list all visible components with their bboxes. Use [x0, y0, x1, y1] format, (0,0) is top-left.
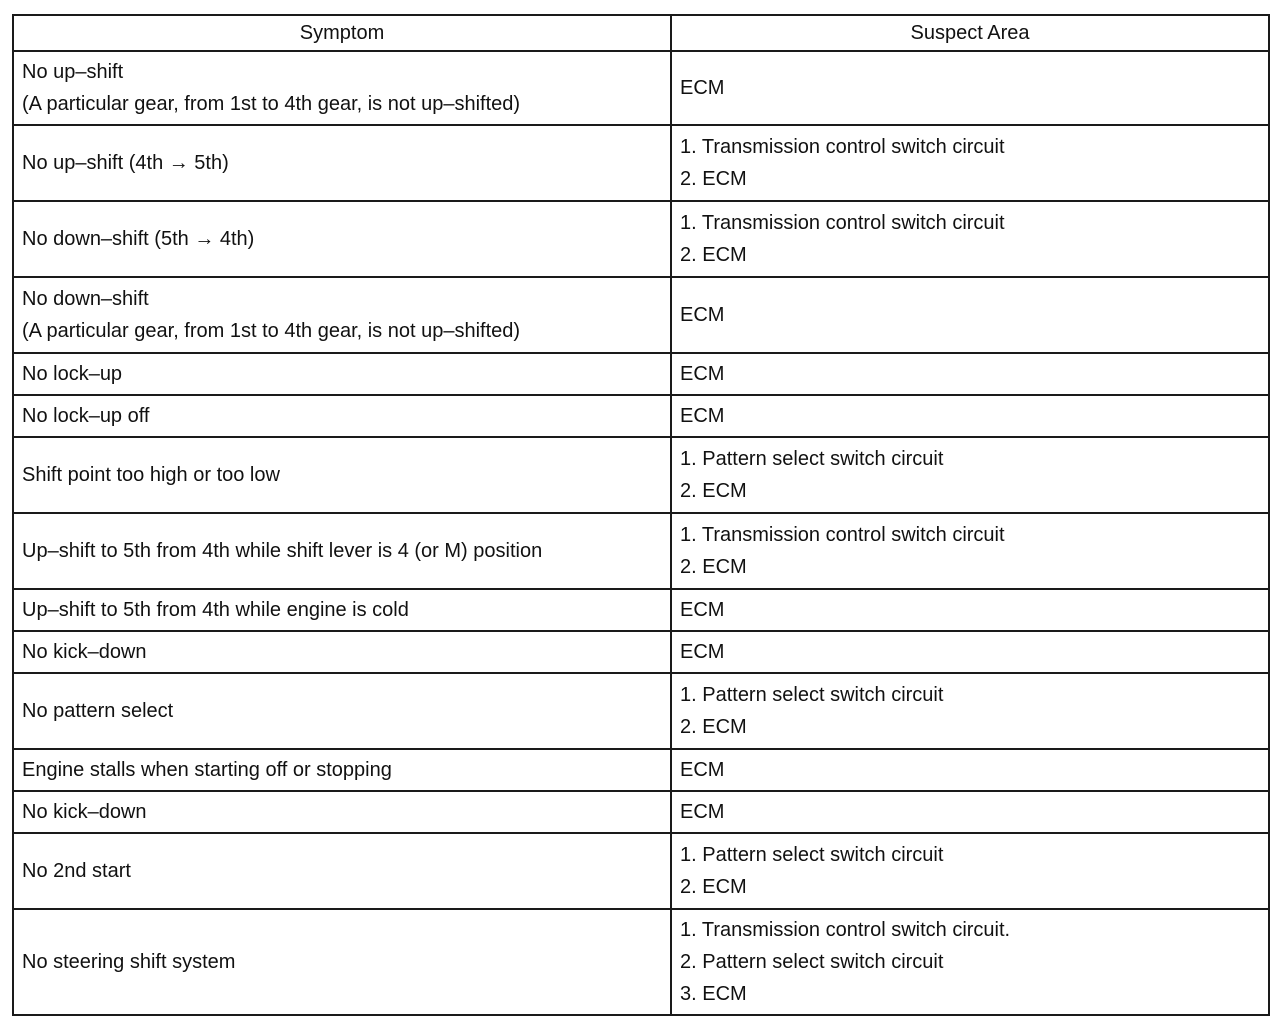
suspect-area-text: 1. Pattern select switch circuit [680, 844, 944, 866]
symptom-text: No pattern select [22, 700, 174, 722]
suspect-area-cell [671, 395, 1269, 437]
suspect-area-text: 2. ECM [680, 480, 747, 502]
suspect-area-cell [671, 353, 1269, 395]
symptom-cell [13, 353, 671, 395]
symptom-text: Up–shift to 5th from 4th while shift lever is 4 (or M) position [22, 540, 543, 562]
suspect-area-cell [671, 51, 1269, 125]
suspect-area-cell [671, 437, 1269, 513]
suspect-area-cell [671, 791, 1269, 833]
symptom-text: No kick–down [22, 801, 147, 823]
table-row [13, 909, 1269, 1015]
suspect-area-text: ECM [680, 599, 725, 621]
symptom-cell [13, 833, 671, 909]
suspect-area-cell [671, 125, 1269, 201]
suspect-area-text: 2. Pattern select switch circuit [680, 951, 944, 973]
suspect-area-cell [671, 201, 1269, 277]
table-row [13, 277, 1269, 353]
suspect-area-text: ECM [680, 641, 725, 663]
suspect-area-text: ECM [680, 304, 725, 326]
suspect-area-column-header: Suspect Area [671, 15, 1269, 51]
table-row [13, 833, 1269, 909]
table-row [13, 589, 1269, 631]
table-row [13, 201, 1269, 277]
symptom-text: No 2nd start [22, 860, 131, 882]
symptom-cell [13, 513, 671, 589]
symptom-cell [13, 631, 671, 673]
table-row [13, 673, 1269, 749]
suspect-area-text: 2. ECM [680, 556, 747, 578]
suspect-area-text: 3. ECM [680, 983, 747, 1005]
table-row [13, 791, 1269, 833]
suspect-area-text: ECM [680, 759, 725, 781]
suspect-area-text: 1. Transmission control switch circuit [680, 212, 1005, 234]
symptom-column-header: Symptom [13, 15, 671, 51]
suspect-area-text: 2. ECM [680, 876, 747, 898]
symptom-text: Engine stalls when starting off or stopping [22, 759, 392, 781]
symptom-text: No lock–up [22, 363, 123, 385]
suspect-area-cell [671, 833, 1269, 909]
table-row [13, 395, 1269, 437]
table-row [13, 631, 1269, 673]
symptom-cell [13, 201, 671, 277]
symptom-cell [13, 51, 671, 125]
symptom-cell [13, 749, 671, 791]
table-row [13, 353, 1269, 395]
symptom-text: No up–shift (4th → 5th) [22, 152, 229, 174]
suspect-area-text: 2. ECM [680, 244, 747, 266]
symptom-text: (A particular gear, from 1st to 4th gear, is not up–shifted) [22, 320, 521, 342]
suspect-area-text: 1. Pattern select switch circuit [680, 448, 944, 470]
symptom-cell [13, 277, 671, 353]
header-row [13, 15, 1269, 51]
table-row [13, 749, 1269, 791]
symptom-text: (A particular gear, from 1st to 4th gear, is not up–shifted) [22, 93, 521, 115]
symptom-cell [13, 437, 671, 513]
symptom-cell [13, 673, 671, 749]
suspect-area-text: ECM [680, 405, 725, 427]
symptom-text: No down–shift (5th → 4th) [22, 228, 255, 250]
suspect-area-text: ECM [680, 77, 725, 99]
suspect-area-text: 2. ECM [680, 716, 747, 738]
symptom-text: Up–shift to 5th from 4th while engine is cold [22, 599, 409, 621]
symptom-table [12, 14, 1270, 1016]
table-body [13, 51, 1269, 1015]
symptom-text: No steering shift system [22, 951, 236, 973]
suspect-area-cell [671, 749, 1269, 791]
symptom-text: No up–shift [22, 61, 124, 83]
symptom-text: No down–shift [22, 288, 149, 310]
table-row [13, 51, 1269, 125]
suspect-area-text: 1. Transmission control switch circuit [680, 136, 1005, 158]
symptom-cell [13, 395, 671, 437]
suspect-area-text: 1. Pattern select switch circuit [680, 684, 944, 706]
troubleshooting-table-container [12, 14, 1268, 1016]
symptom-text: No lock–up off [22, 405, 150, 427]
symptom-cell [13, 125, 671, 201]
suspect-area-text: ECM [680, 363, 725, 385]
symptom-text: No kick–down [22, 641, 147, 663]
suspect-area-cell [671, 909, 1269, 1015]
suspect-area-text: 2. ECM [680, 168, 747, 190]
suspect-area-cell [671, 631, 1269, 673]
suspect-area-cell [671, 277, 1269, 353]
suspect-area-text: ECM [680, 801, 725, 823]
suspect-area-cell [671, 589, 1269, 631]
symptom-cell [13, 791, 671, 833]
table-row [13, 513, 1269, 589]
symptom-cell [13, 909, 671, 1015]
table-row [13, 125, 1269, 201]
suspect-area-text: 1. Transmission control switch circuit [680, 524, 1005, 546]
symptom-text: Shift point too high or too low [22, 464, 280, 486]
suspect-area-cell [671, 513, 1269, 589]
suspect-area-cell [671, 673, 1269, 749]
table-row [13, 437, 1269, 513]
symptom-cell [13, 589, 671, 631]
suspect-area-text: 1. Transmission control switch circuit. [680, 919, 1011, 941]
